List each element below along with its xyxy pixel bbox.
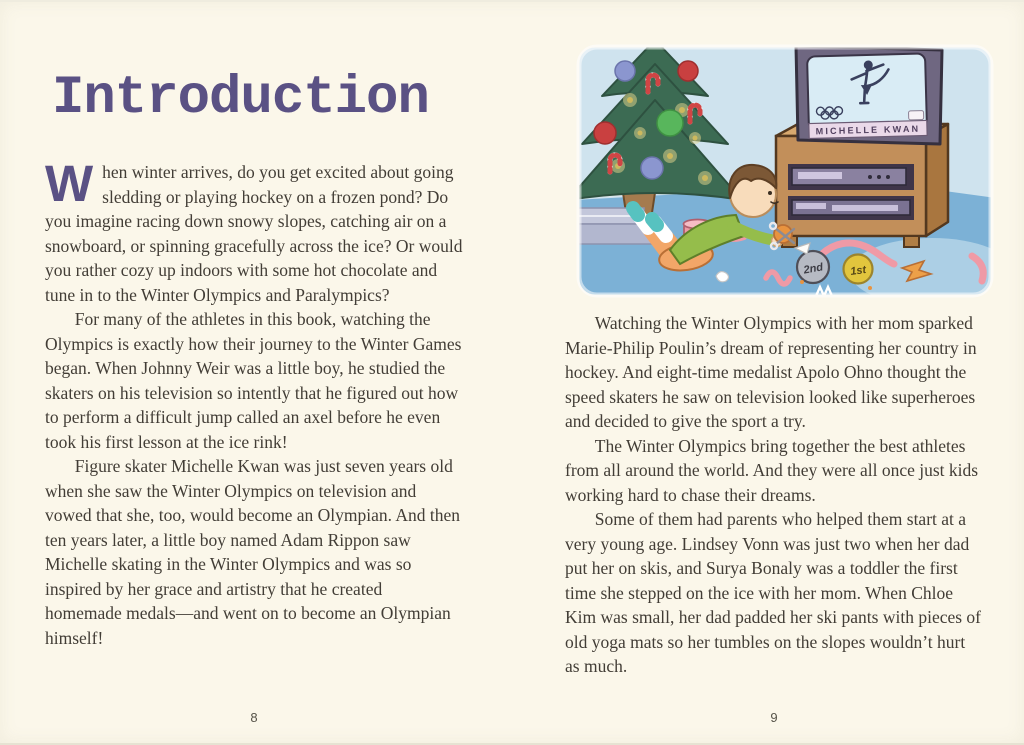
- left-page-text: [45, 155, 463, 650]
- television: [796, 46, 942, 144]
- tv-screen: [807, 53, 927, 138]
- ornament-green: [657, 110, 683, 136]
- illustration-watching-tv: [570, 38, 1000, 304]
- page-number-right: 9: [770, 710, 778, 725]
- vcr: [792, 168, 906, 185]
- tv-corner-badge: [909, 111, 924, 120]
- medal-first-label: 1st: [849, 263, 867, 279]
- boy-eye: [768, 191, 772, 195]
- page-number-left: 8: [250, 710, 258, 725]
- paragraph: Some of them had parents who helped them start at a very young age. Lindsey Vonn was just two when her dad put her on skis, and Surya Bonaly was a toddler the first time she stepped on the ice with her mom. When Chloe Kim was small, her dad padded her ski pants with pieces of old yoga mats so her tumbles on the slopes wouldn’t hurt as much.: [565, 509, 982, 676]
- right-page-text: [565, 311, 983, 679]
- paper-crumple: [716, 272, 729, 282]
- paragraph: For many of the athletes in this book, watching the Olympics is exactly how their journey to the Winter Games began. When Johnny Weir was a little boy, he studied the skaters on his television so intently that he figured out how to perform a difficult jump called an axel before he even took his first lesson at the ice rink!: [45, 309, 462, 452]
- dvd-player: [792, 200, 910, 215]
- ornament-blue: [615, 61, 635, 81]
- ornament-red: [678, 61, 698, 81]
- paragraph: [45, 155, 463, 307]
- cabinet-leg: [904, 236, 919, 247]
- chapter-title: Introduction: [52, 68, 429, 130]
- medal-second-label: 2nd: [802, 261, 825, 277]
- paragraph: Figure skater Michelle Kwan was just seven years old when she saw the Winter Olympics on television and vowed that she, too, would become an Olympian. And then ten years later, a little boy named Adam Rippon saw Michelle skating in the Winter Olympics and was so inspired by her grace and artistry that he created homemade medals—and went on to become an Olympian himself!: [45, 456, 461, 648]
- ornament-blue: [641, 157, 663, 179]
- paragraph: The Winter Olympics bring together the best athletes from all around the world. And they were all once just kids working hard to chase their dreams.: [565, 435, 979, 505]
- illustration-scene: [570, 38, 1000, 304]
- paragraph-text: hen winter arrives, do you get excited about going sledding or playing hockey on a frozen pond? Do you imagine racing down snowy slopes, catching air on a snowboard, or spinning gracefully across the ice? Or would you rather cozy up indoors with some hot chocolate and tune in to the Winter Olympics and Paralympics?: [45, 162, 463, 305]
- tv-banner-text: MICHELLE KWAN: [815, 123, 921, 137]
- drop-cap: W: [45, 155, 94, 212]
- paragraph: Watching the Winter Olympics with her mom sparked Marie-Philip Poulin’s dream of representing her country in hockey. And eight-time medalist Apolo Ohno thought the speed skaters he saw on television looked like superheroes and decided to give the sport a try.: [565, 313, 977, 431]
- ornament-red: [594, 122, 616, 144]
